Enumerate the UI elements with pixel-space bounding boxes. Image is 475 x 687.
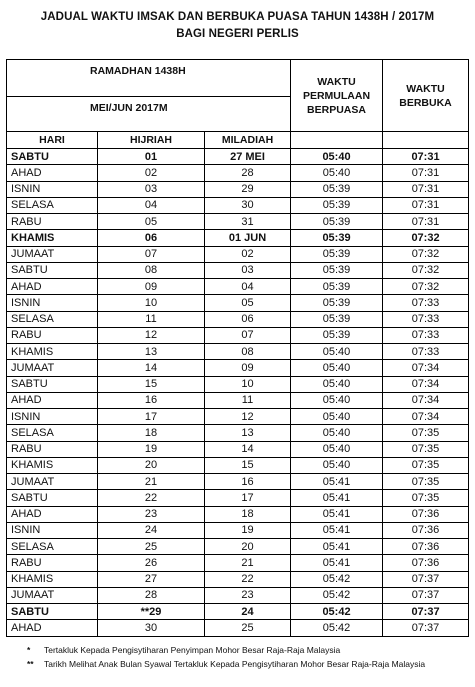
cell-miladiah: 19 [205, 522, 291, 538]
table-row [7, 311, 469, 327]
table-row [7, 376, 469, 392]
cell-waktu-puasa: 05:39 [291, 262, 383, 278]
cell-hijriah: 30 [98, 620, 205, 636]
cell-hari: SABTU [7, 376, 98, 392]
cell-hari: AHAD [7, 620, 98, 636]
cell-hari: KHAMIS [7, 571, 98, 587]
table-row [7, 604, 469, 620]
cell-waktu-berbuka: 07:32 [383, 230, 469, 246]
footnote-mark: * [27, 645, 31, 655]
table-row [7, 620, 469, 636]
cell-miladiah: 27 MEI [205, 149, 291, 165]
table-row [7, 522, 469, 538]
cell-waktu-berbuka: 07:36 [383, 555, 469, 571]
cell-miladiah: 12 [205, 409, 291, 425]
cell-waktu-berbuka: 07:35 [383, 441, 469, 457]
cell-waktu-puasa: 05:40 [291, 165, 383, 181]
cell-miladiah: 24 [205, 604, 291, 620]
cell-waktu-berbuka: 07:36 [383, 506, 469, 522]
cell-hari: JUMAAT [7, 246, 98, 262]
table-row [7, 490, 469, 506]
document-title: JADUAL WAKTU IMSAK DAN BERBUKA PUASA TAHUN 1438H / 2017M [40, 11, 435, 23]
cell-hari: SABTU [7, 604, 98, 620]
cell-waktu-puasa: 05:40 [291, 360, 383, 376]
cell-hari: ISNIN [7, 522, 98, 538]
cell-waktu-puasa: 05:40 [291, 376, 383, 392]
cell-waktu-puasa: 05:39 [291, 214, 383, 230]
cell-waktu-puasa: 05:40 [291, 409, 383, 425]
header-hijriah: HIJRIAH [98, 132, 205, 149]
cell-hari: JUMAAT [7, 474, 98, 490]
cell-hari: SABTU [7, 149, 98, 165]
cell-miladiah: 03 [205, 262, 291, 278]
cell-waktu-berbuka: 07:31 [383, 165, 469, 181]
cell-hijriah: 27 [98, 571, 205, 587]
cell-waktu-berbuka: 07:31 [383, 181, 469, 197]
cell-waktu-puasa: 05:42 [291, 604, 383, 620]
cell-miladiah: 08 [205, 344, 291, 360]
cell-hari: AHAD [7, 392, 98, 408]
cell-waktu-puasa: 05:41 [291, 474, 383, 490]
cell-waktu-puasa: 05:40 [291, 149, 383, 165]
table-row [7, 425, 469, 441]
cell-waktu-puasa: 05:39 [291, 279, 383, 295]
cell-miladiah: 31 [205, 214, 291, 230]
header-miladiah: MILADIAH [205, 132, 291, 149]
cell-waktu-berbuka: 07:33 [383, 327, 469, 343]
header-mei-jun: MEI/JUN 2017M [7, 97, 291, 132]
cell-miladiah: 02 [205, 246, 291, 262]
cell-hari: KHAMIS [7, 230, 98, 246]
cell-miladiah: 16 [205, 474, 291, 490]
table-row [7, 539, 469, 555]
cell-hari: AHAD [7, 506, 98, 522]
cell-waktu-puasa: 05:42 [291, 620, 383, 636]
header-blank-2 [383, 132, 469, 149]
cell-hari: JUMAAT [7, 360, 98, 376]
cell-waktu-berbuka: 07:32 [383, 279, 469, 295]
cell-waktu-puasa: 05:41 [291, 522, 383, 538]
cell-miladiah: 21 [205, 555, 291, 571]
cell-hari: SELASA [7, 539, 98, 555]
header-hari: HARI [7, 132, 98, 149]
cell-hijriah: 23 [98, 506, 205, 522]
cell-hijriah: 13 [98, 344, 205, 360]
cell-miladiah: 30 [205, 197, 291, 213]
table-row [7, 441, 469, 457]
cell-hari: SABTU [7, 490, 98, 506]
header-blank-1 [291, 132, 383, 149]
footnote-mark: ** [27, 659, 34, 669]
cell-waktu-berbuka: 07:37 [383, 620, 469, 636]
cell-miladiah: 10 [205, 376, 291, 392]
cell-waktu-berbuka: 07:32 [383, 262, 469, 278]
cell-waktu-berbuka: 07:31 [383, 197, 469, 213]
cell-miladiah: 29 [205, 181, 291, 197]
table-row [7, 474, 469, 490]
document-subtitle: BAGI NEGERI PERLIS [176, 28, 299, 40]
cell-hijriah: 21 [98, 474, 205, 490]
cell-waktu-puasa: 05:42 [291, 587, 383, 603]
cell-waktu-berbuka: 07:37 [383, 587, 469, 603]
header-ramadhan: RAMADHAN 1438H [7, 60, 291, 97]
cell-miladiah: 13 [205, 425, 291, 441]
footnote-text: Tarikh Melihat Anak Bulan Syawal Tertakluk Kepada Pengisytiharan Mohor Besar Raja-Raja Malaysia [44, 659, 426, 669]
cell-hijriah: 10 [98, 295, 205, 311]
cell-waktu-puasa: 05:41 [291, 555, 383, 571]
cell-waktu-puasa: 05:42 [291, 571, 383, 587]
cell-miladiah: 22 [205, 571, 291, 587]
cell-hijriah: 06 [98, 230, 205, 246]
cell-hijriah: 02 [98, 165, 205, 181]
cell-miladiah: 15 [205, 457, 291, 473]
cell-waktu-puasa: 05:39 [291, 311, 383, 327]
cell-waktu-berbuka: 07:35 [383, 425, 469, 441]
cell-waktu-berbuka: 07:36 [383, 539, 469, 555]
cell-hijriah: 12 [98, 327, 205, 343]
cell-hijriah: 25 [98, 539, 205, 555]
prayer-times-table [6, 59, 469, 637]
cell-miladiah: 01 JUN [205, 230, 291, 246]
cell-waktu-puasa: 05:40 [291, 392, 383, 408]
cell-hijriah: 22 [98, 490, 205, 506]
cell-hijriah: 19 [98, 441, 205, 457]
cell-hari: AHAD [7, 279, 98, 295]
table-row [7, 165, 469, 181]
cell-hari: SABTU [7, 262, 98, 278]
cell-waktu-berbuka: 07:34 [383, 409, 469, 425]
table-row [7, 279, 469, 295]
cell-waktu-berbuka: 07:34 [383, 392, 469, 408]
cell-hari: KHAMIS [7, 457, 98, 473]
cell-waktu-berbuka: 07:31 [383, 214, 469, 230]
cell-waktu-berbuka: 07:37 [383, 571, 469, 587]
table-row [7, 214, 469, 230]
cell-hijriah: 16 [98, 392, 205, 408]
cell-hijriah: 14 [98, 360, 205, 376]
cell-hari: KHAMIS [7, 344, 98, 360]
table-row [7, 392, 469, 408]
cell-waktu-berbuka: 07:37 [383, 604, 469, 620]
cell-hijriah: 04 [98, 197, 205, 213]
cell-hijriah: 08 [98, 262, 205, 278]
cell-waktu-puasa: 05:39 [291, 246, 383, 262]
cell-waktu-puasa: 05:39 [291, 181, 383, 197]
cell-waktu-berbuka: 07:33 [383, 344, 469, 360]
header-waktu-berbuka: WAKTU BERBUKA [383, 60, 469, 132]
cell-miladiah: 05 [205, 295, 291, 311]
cell-hijriah: 17 [98, 409, 205, 425]
cell-waktu-berbuka: 07:36 [383, 522, 469, 538]
cell-miladiah: 28 [205, 165, 291, 181]
cell-waktu-puasa: 05:41 [291, 506, 383, 522]
header-waktu-permulaan: WAKTU PERMULAAN BERPUASA [291, 60, 383, 132]
table-row [7, 360, 469, 376]
cell-hijriah: 20 [98, 457, 205, 473]
table-row [7, 295, 469, 311]
cell-waktu-berbuka: 07:34 [383, 376, 469, 392]
cell-waktu-berbuka: 07:34 [383, 360, 469, 376]
cell-miladiah: 20 [205, 539, 291, 555]
table-row [7, 457, 469, 473]
cell-hari: ISNIN [7, 295, 98, 311]
cell-hijriah: 15 [98, 376, 205, 392]
cell-waktu-puasa: 05:41 [291, 490, 383, 506]
cell-waktu-puasa: 05:40 [291, 425, 383, 441]
cell-hijriah: 24 [98, 522, 205, 538]
table-row [7, 197, 469, 213]
cell-waktu-puasa: 05:39 [291, 327, 383, 343]
cell-waktu-puasa: 05:41 [291, 539, 383, 555]
cell-waktu-berbuka: 07:31 [383, 149, 469, 165]
cell-hari: JUMAAT [7, 587, 98, 603]
cell-waktu-berbuka: 07:35 [383, 490, 469, 506]
cell-miladiah: 11 [205, 392, 291, 408]
cell-waktu-puasa: 05:39 [291, 197, 383, 213]
table-row [7, 246, 469, 262]
cell-hari: RABU [7, 555, 98, 571]
cell-hari: SELASA [7, 425, 98, 441]
cell-miladiah: 09 [205, 360, 291, 376]
cell-hari: RABU [7, 441, 98, 457]
cell-miladiah: 07 [205, 327, 291, 343]
table-row [7, 262, 469, 278]
cell-hijriah: 28 [98, 587, 205, 603]
cell-hijriah: 18 [98, 425, 205, 441]
footnote-text: Tertakluk Kepada Pengisytiharan Penyimpan Mohor Besar Raja-Raja Malaysia [44, 645, 341, 655]
table-row [7, 506, 469, 522]
table-row [7, 555, 469, 571]
cell-miladiah: 14 [205, 441, 291, 457]
cell-miladiah: 18 [205, 506, 291, 522]
table-row [7, 327, 469, 343]
table-row [7, 344, 469, 360]
table-row [7, 587, 469, 603]
cell-hari: ISNIN [7, 409, 98, 425]
table-row [7, 571, 469, 587]
cell-waktu-puasa: 05:40 [291, 457, 383, 473]
cell-waktu-puasa: 05:40 [291, 441, 383, 457]
cell-hijriah: 09 [98, 279, 205, 295]
cell-waktu-berbuka: 07:33 [383, 295, 469, 311]
cell-waktu-berbuka: 07:33 [383, 311, 469, 327]
cell-hijriah: 03 [98, 181, 205, 197]
cell-hari: SELASA [7, 197, 98, 213]
cell-miladiah: 23 [205, 587, 291, 603]
cell-hijriah: 07 [98, 246, 205, 262]
cell-miladiah: 04 [205, 279, 291, 295]
cell-hari: SELASA [7, 311, 98, 327]
cell-hari: ISNIN [7, 181, 98, 197]
cell-waktu-puasa: 05:40 [291, 344, 383, 360]
table-body [7, 149, 469, 637]
cell-miladiah: 06 [205, 311, 291, 327]
cell-hijriah: 01 [98, 149, 205, 165]
cell-miladiah: 25 [205, 620, 291, 636]
cell-miladiah: 17 [205, 490, 291, 506]
cell-waktu-puasa: 05:39 [291, 295, 383, 311]
table-row [7, 181, 469, 197]
table-row [7, 230, 469, 246]
table-row [7, 149, 469, 165]
cell-hijriah: 11 [98, 311, 205, 327]
cell-waktu-berbuka: 07:35 [383, 457, 469, 473]
table-row [7, 409, 469, 425]
cell-waktu-puasa: 05:39 [291, 230, 383, 246]
cell-hijriah: **29 [98, 604, 205, 620]
cell-waktu-berbuka: 07:32 [383, 246, 469, 262]
cell-hijriah: 26 [98, 555, 205, 571]
cell-waktu-berbuka: 07:35 [383, 474, 469, 490]
cell-hari: AHAD [7, 165, 98, 181]
cell-hari: RABU [7, 214, 98, 230]
cell-hijriah: 05 [98, 214, 205, 230]
cell-hari: RABU [7, 327, 98, 343]
